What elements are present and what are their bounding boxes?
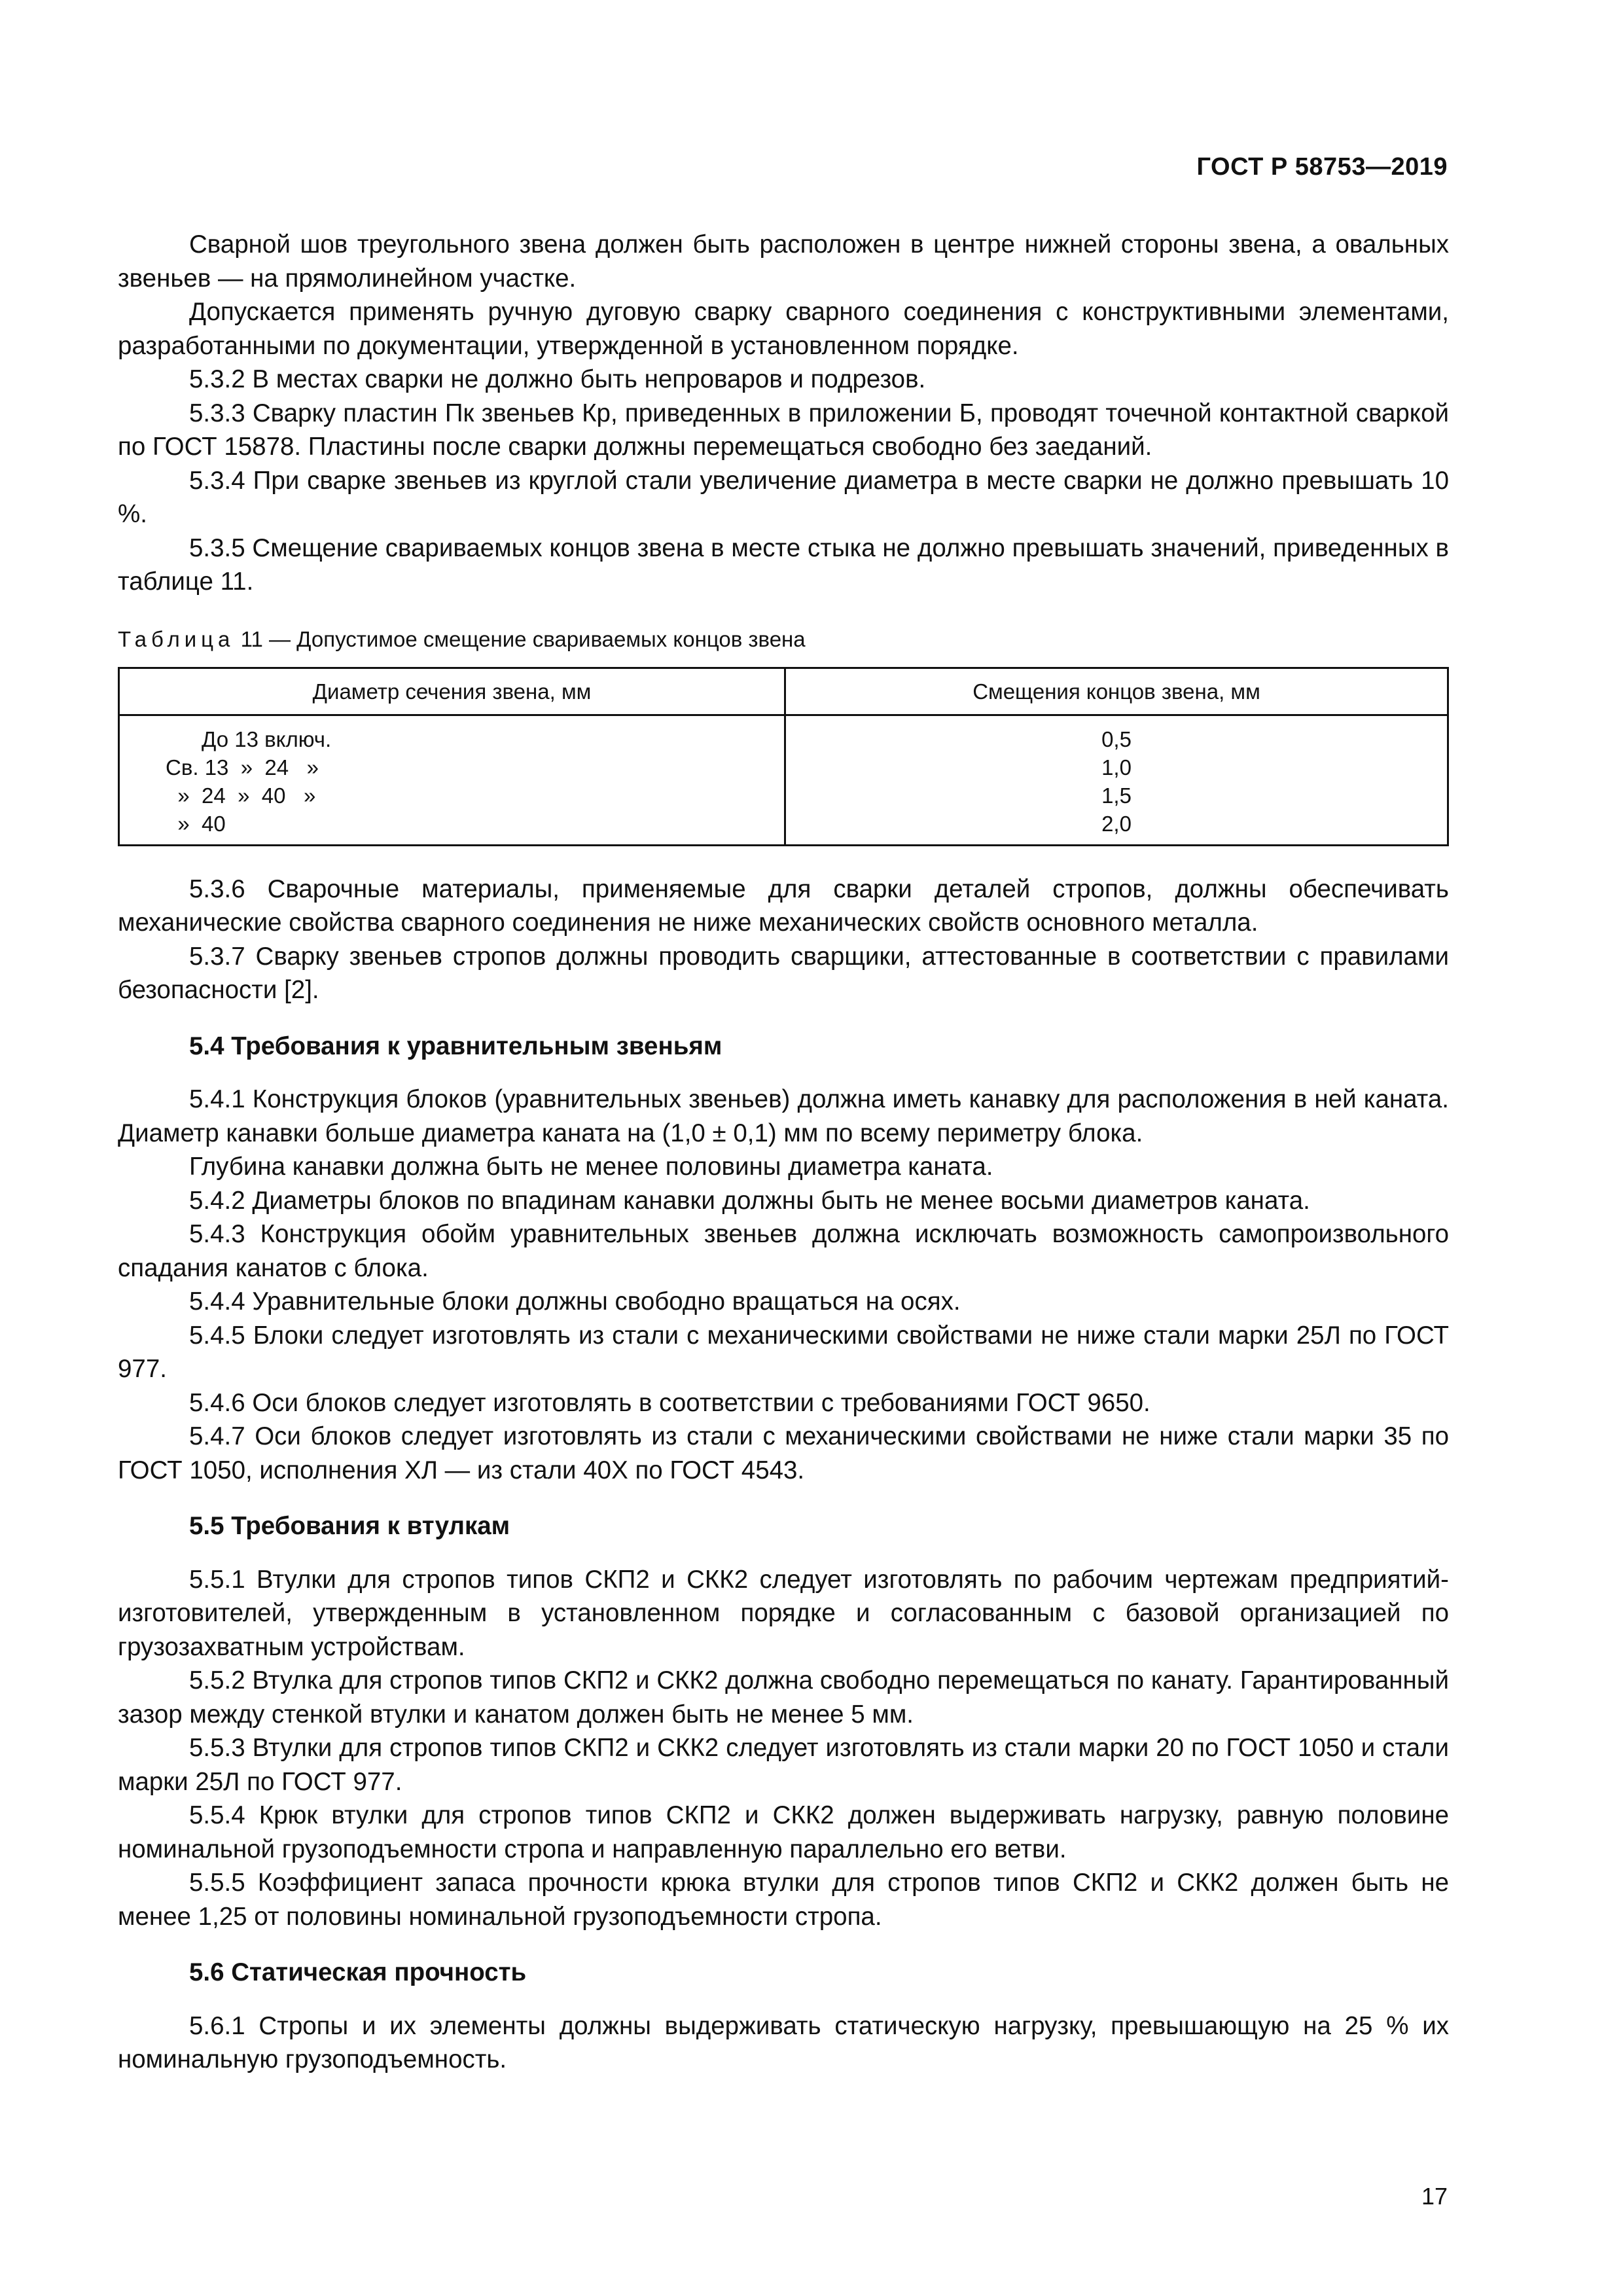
diameter-value: » 24 » 40 » [166, 783, 316, 808]
section-heading-5-4: 5.4 Требования к уравнительным звеньям [189, 1031, 722, 1060]
paragraph-5-5-3: 5.5.3 Втулки для стропов типов СКП2 и СКК2 следует изготовлять из стали марки 20 по ГОСТ 1050 и стали марки 25Л по ГОСТ 977. [118, 1734, 1449, 1796]
paragraph: Допускается применять ручную дуговую сварку сварного соединения с конструктивными элементами, разработанными по документации, утвержденной в установленном порядке. [118, 298, 1449, 360]
offset-value: 1,0 [1101, 755, 1132, 780]
table-caption-word: Таблица [118, 626, 235, 651]
paragraph-5-3-5: 5.3.5 Смещение свариваемых концов звена в месте стыка не должно превышать значений, приведенных в таблице 11. [118, 533, 1449, 596]
paragraph-5-5-4: 5.5.4 Крюк втулки для стропов типов СКП2 и СКК2 должен выдерживать нагрузку, равную половине номинальной грузоподъемности стропа и направленную параллельно его ветви. [118, 1801, 1449, 1863]
table-header-row [119, 668, 1448, 715]
table-row [119, 715, 1448, 845]
table-11 [118, 667, 1449, 846]
paragraph-5-4-4: 5.4.4 Уравнительные блоки должны свободно вращаться на осях. [189, 1287, 961, 1316]
paragraph-5-5-5: 5.5.5 Коэффициент запаса прочности крюка втулки для стропов типов СКП2 и СКК2 должен быть не менее 1,25 от половины номинальной грузоподъемности стропа. [118, 1869, 1449, 1931]
paragraph-5-5-1: 5.5.1 Втулки для стропов типов СКП2 и СКК2 следует изготовлять по рабочим чертежам предприятий-изготовителей, утвержденным в установленном порядке и согласованным с базовой организацией по грузозахватным устройствам. [118, 1565, 1449, 1661]
paragraph-5-5-2: 5.5.2 Втулка для стропов типов СКП2 и СКК2 должна свободно перемещаться по канату. Гарантированный зазор между стенкой втулки и канатом должен быть не менее 5 мм. [118, 1666, 1449, 1729]
paragraph: Глубина канавки должна быть не менее половины диаметра каната. [189, 1153, 993, 1181]
offset-cell [785, 715, 1448, 845]
paragraph-5-3-6: 5.3.6 Сварочные материалы, применяемые для сварки деталей стропов, должны обеспечивать механические свойства сварного соединения не ниже механических свойств основного металла. [118, 874, 1449, 937]
column-header-offset: Смещения концов звена, мм [785, 668, 1448, 715]
section-heading-5-6: 5.6 Статическая прочность [189, 1958, 527, 1986]
table-caption [118, 626, 1449, 653]
page-number: 17 [1421, 2183, 1448, 2210]
table-caption-title: 11 — Допустимое смещение свариваемых концов звена [240, 626, 806, 651]
diameter-value: » 40 [166, 811, 226, 836]
paragraph-5-3-4: 5.3.4 При сварке звеньев из круглой стали увеличение диаметра в месте сварки не должно превышать 10 %. [118, 466, 1449, 528]
offset-value: 1,5 [1101, 783, 1132, 808]
paragraph-5-3-7: 5.3.7 Сварку звеньев стропов должны проводить сварщики, аттестованные в соответствии с правилами безопасности [2]. [118, 942, 1449, 1004]
diameter-value: До 13 включ. [166, 726, 332, 751]
paragraph-5-4-5: 5.4.5 Блоки следует изготовлять из стали с механическими свойствами не ниже стали марки 25Л по ГОСТ 977. [118, 1321, 1449, 1383]
offset-value: 0,5 [1101, 726, 1132, 751]
paragraph-5-4-2: 5.4.2 Диаметры блоков по впадинам канавки должны быть не менее восьми диаметров каната. [189, 1186, 1310, 1215]
paragraph-5-4-3: 5.4.3 Конструкция обойм уравнительных звеньев должна исключать возможность самопроизвольного спадания канатов с блока. [118, 1220, 1449, 1282]
diameter-cell [119, 715, 785, 845]
paragraph: Сварной шов треугольного звена должен быть расположен в центре нижней стороны звена, а овальных звеньев — на прямолинейном участке. [118, 230, 1449, 293]
paragraph-5-3-2: 5.3.2 В местах сварки не должно быть непроваров и подрезов. [189, 365, 926, 393]
paragraph-5-4-6: 5.4.6 Оси блоков следует изготовлять в соответствии с требованиями ГОСТ 9650. [189, 1388, 1150, 1417]
diameter-value: Св. 13 » 24 » [166, 755, 319, 780]
paragraph-5-6-1: 5.6.1 Стропы и их элементы должны выдерживать статическую нагрузку, превышающую на 25 % их номинальную грузоподъемность. [118, 2011, 1449, 2073]
paragraph-5-3-3: 5.3.3 Сварку пластин Пк звеньев Кр, приведенных в приложении Б, проводят точечной контактной сваркой по ГОСТ 15878. Пластины после сварки должны перемещаться свободно без заеданий. [118, 399, 1449, 461]
offset-value: 2,0 [1101, 811, 1132, 836]
document-body [118, 228, 1449, 2077]
paragraph-5-4-7: 5.4.7 Оси блоков следует изготовлять из стали с механическими свойствами не ниже стали марки 35 по ГОСТ 1050, исполнения ХЛ — из стали 40Х по ГОСТ 4543. [118, 1422, 1449, 1484]
paragraph-5-4-1: 5.4.1 Конструкция блоков (уравнительных звеньев) должна иметь канавку для расположения в ней каната. Диаметр канавки больше диаметра каната на (1,0 ± 0,1) мм по всему периметру блока. [118, 1085, 1449, 1147]
column-header-diameter: Диаметр сечения звена, мм [119, 668, 785, 715]
section-heading-5-5: 5.5 Требования к втулкам [189, 1512, 510, 1540]
standard-designation: ГОСТ Р 58753—2019 [1196, 153, 1448, 181]
